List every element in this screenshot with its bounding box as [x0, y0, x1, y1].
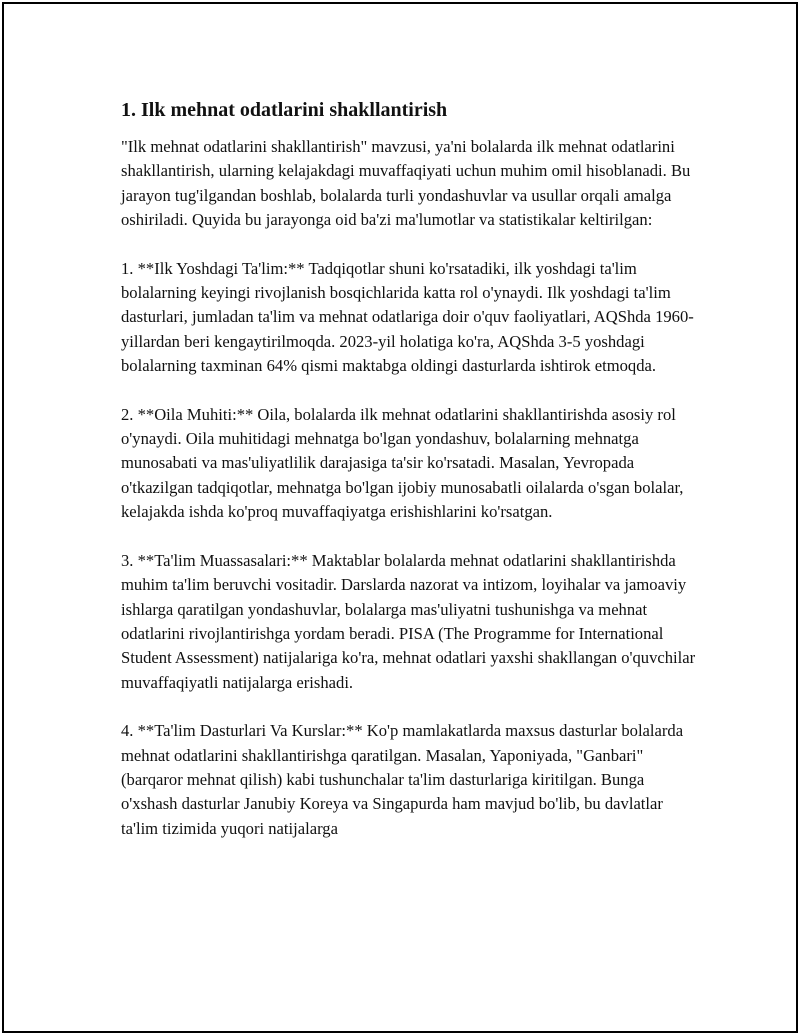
list-item-educational-institutions: 3. **Ta'lim Muassasalari:** Maktablar bolalarda mehnat odatlarini shakllantirishda muhim ta'lim beruvchi vositadir. Darslarda nazorat va intizom, loyihalar va jamoaviy ishlarga qaratilgan yondashuvlar, bolalarga mas'uliyatni tushunishga va mehnat odatlarini rivojlantirishga yordam beradi. PISA (The Programme for International Student Assessment) natijalariga ko'ra, mehnat odatlari yaxshi shakllangan o'quvchilar muvaffaqiyatli natijalarga erishadi.: [121, 550, 696, 692]
page: [2, 2, 798, 1033]
intro-paragraph: "Ilk mehnat odatlarini shakllantirish" mavzusi, ya'ni bolalarda ilk mehnat odatlarini shakllantirish, ularning kelajakdagi muvaffaqiyati uchun muhim omil hisoblanadi. Bu jarayon tug'ilgandan boshlab, bolalarda turli yondashuvlar va usullar orqali amalga oshiriladi. Quyida bu jarayonga oid ba'zi ma'lumotlar va statistikalar keltirilgan:: [121, 137, 691, 230]
list-item-family-environment: 2. **Oila Muhiti:** Oila, bolalarda ilk mehnat odatlarini shakllantirishda asosiy rol o'ynaydi. Oila muhitidagi mehnatga bo'lgan yondashuv, bolalarning mehnatga munosabati va mas'uliyatlilik darajasiga ta'sir ko'rsatadi. Masalan, Yevropada o'tkazilgan tadqiqotlar, mehnatga bo'lgan ijobiy munosabatli oilalarda o'sgan bolalar, kelajakda ishda ko'proq muvaffaqiyatga erishishlarini ko'rsatgan.: [121, 404, 684, 522]
list-item-early-education: 1. **Ilk Yoshdagi Ta'lim:** Tadqiqotlar shuni ko'rsatadiki, ilk yoshdagi ta'lim bolalarning keyingi rivojlanish bosqichlarida katta rol o'ynaydi. Ilk yoshdagi ta'lim dasturlari, jumladan ta'lim va mehnat odatlariga doir o'quv faoliyatlari, AQShda 1960-yillardan beri kengaytirilmoqda. 2023-yil holatiga ko'ra, AQShda 3-5 yoshdagi bolalarning taxminan 64% qismi maktabga oldingi dasturlarda ishtirok etmoqda.: [121, 258, 694, 376]
document-body: [121, 96, 701, 841]
section-title: 1. Ilk mehnat odatlarini shakllantirish: [121, 99, 448, 121]
list-item-education-programs: 4. **Ta'lim Dasturlari Va Kurslar:** Ko'p mamlakatlarda maxsus dasturlar bolalarda mehnat odatlarini shakllantirishga qaratilgan. Masalan, Yaponiyada, "Ganbari" (barqaror mehnat qilish) kabi tushunchalar ta'lim dasturlariga kiritilgan. Bunga o'xshash dasturlar Janubiy Koreya va Singapurda ham mavjud bo'lib, bu davlatlar ta'lim tizimida yuqori natijalarga: [121, 721, 684, 838]
